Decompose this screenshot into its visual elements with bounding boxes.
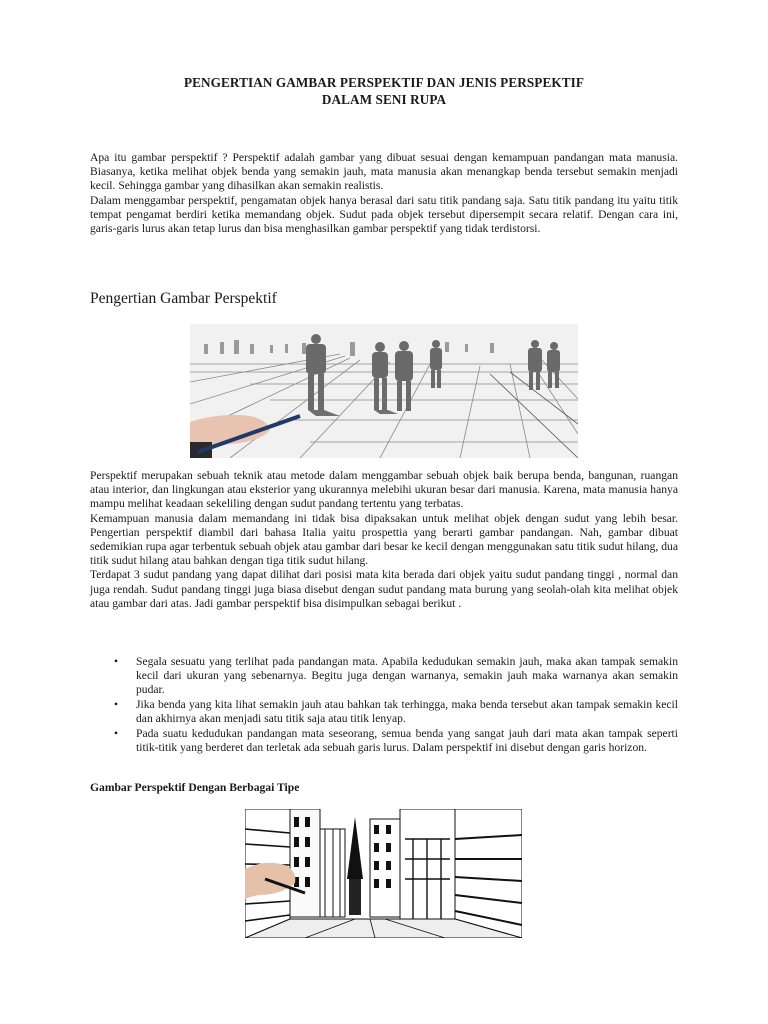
list-item-text: Segala sesuatu yang terlihat pada pandangan mata. Apabila kedudukan semakin jauh, maka akan tampak semakin kecil dari ukuran yang sebenarnya. Begitu juga dengan warnanya, semakin jauh maka warnanya akan semakin pudar. [136,655,678,697]
body-paragraph-3: Terdapat 3 sudut pandang yang dapat dilihat dari posisi mata kita berada dari objek yaitu sudut pandang tinggi , normal dan juga rendah. Sudut pandang tinggi juga biasa disebut dengan sudut pandang mata burung yang seolah-olah kita melihat objek atau gambar dari atas. Jadi gambar perspektif bisa disimpulkan sebagai berikut . [90,568,678,610]
intro-section [90,151,678,236]
body-paragraph-1: Perspektif merupakan sebuah teknik atau metode dalam menggambar sebuah objek baik berupa benda, bangunan, ruangan atau interior, dan lingkungan atau eksterior yang ukurannya melebihi ukuran besar dari manusia. Karena, mata manusia hanya mampu melihat keadaan sekeliling dengan sudut pandang tertentu yang terbatas. [90,469,678,511]
body-paragraph-2: Kemampuan manusia dalam memandang ini tidak bisa dipaksakan untuk melihat objek dengan sudut yang lebih besar. Pengertian perspektif diambil dari bahasa Italia yaitu prospettia yang berarti gambar pandangan. Nah, gambar dibuat sedemikian rupa agar terbentuk sebuah objek atau gambar dari besar ke kecil dengan menggunakan satu titik sudut hilang, dua titik sudut hilang atau bahkan dengan tiga titik sudut hilang. [90,511,678,568]
title-line-1: PENGERTIAN GAMBAR PERSPEKTIF DAN JENIS PERSPEKTIF [184,75,584,90]
title-line-2: DALAM SENI RUPA [321,92,447,107]
bullet-list [90,655,678,756]
perspective-city-illustration [245,809,522,938]
section-heading-pengertian: Pengertian Gambar Perspektif [90,290,277,307]
list-item-text: Jika benda yang kita lihat semakin jauh atau bahkan tak terhingga, maka benda tersebut akan tampak semakin kecil dan akhirnya akan menjadi satu titik saja atau titik lenyap. [136,698,678,726]
list-item [90,655,678,698]
list-item-text: Pada suatu kedudukan pandangan mata seseorang, semua benda yang sangat jauh dari mata akan tampak seperti titik-titik yang berderet dan terletak ada sebuah garis lurus. Dalam perspektif ini disebut dengan garis horizon. [136,727,678,755]
bullet-icon: • [114,727,119,741]
intro-paragraph-2: Dalam menggambar perspektif, pengamatan objek hanya berasal dari satu titik pandang saja. Satu titik pandang itu yaitu titik tempat pengamat berdiri ketika memandang objek. Sudut pada objek tersebut dipersempit secara relatif. Dengan cara ini, garis-garis lurus akan tetap lurus dan bisa menghasilkan gambar perspektif yang tidak terdistorsi. [90,193,678,236]
perspective-people-illustration [190,324,578,458]
section-heading-tipe: Gambar Perspektif Dengan Berbagai Tipe [90,781,300,794]
intro-paragraph-1: Apa itu gambar perspektif ? Perspektif adalah gambar yang dibuat sesuai dengan kemampuan pandangan mata manusia. Biasanya, ketika melihat objek benda yang semakin jauh, mata manusia akan menangkap benda tersebut semakin menjadi kecil. Sehingga gambar yang dihasilkan akan semakin realistis. [90,151,678,193]
list-item [90,727,678,755]
bullet-icon: • [114,655,119,668]
document-title [90,74,678,108]
list-item [90,698,678,726]
bullet-icon: • [114,698,119,712]
body-section [90,469,678,611]
